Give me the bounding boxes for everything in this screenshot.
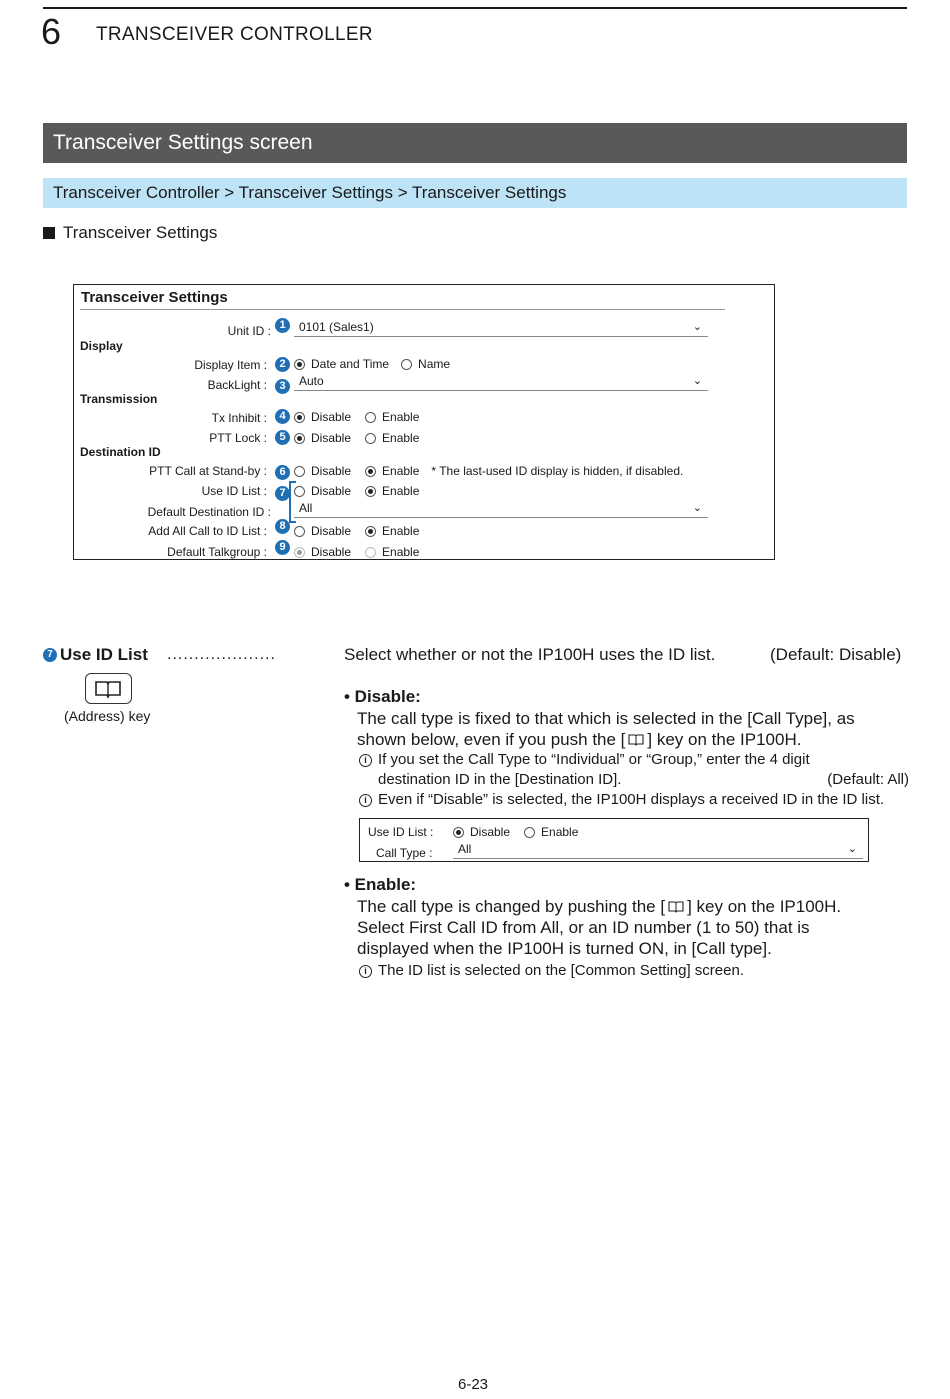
- mini-use-id-label: Use ID List :: [368, 825, 434, 839]
- radio-unselected-disabled[interactable]: [365, 547, 376, 558]
- ptt-lock-radios: [294, 431, 433, 445]
- radio-unselected[interactable]: [365, 412, 376, 423]
- option-enable[interactable]: Enable: [365, 545, 419, 559]
- address-key-label: (Address) key: [64, 708, 151, 724]
- unit-id-label: Unit ID :: [227, 324, 271, 338]
- enable-note: i The ID list is selected on the [Common Setting] screen.: [359, 961, 744, 981]
- disable-line-2: shown below, even if you push the [ ] key on the IP100H.: [357, 730, 802, 749]
- default-dest-select[interactable]: [294, 501, 708, 518]
- book-icon: [666, 900, 686, 914]
- option-disable[interactable]: Disable: [294, 524, 351, 538]
- disable-note-2: i Even if “Disable” is selected, the IP100H displays a received ID in the ID list.: [359, 790, 884, 810]
- enable-text: [357, 896, 841, 959]
- item-description: Select whether or not the IP100H uses the ID list.: [344, 645, 716, 664]
- item-default: (Default: Disable): [770, 645, 902, 664]
- address-key: [85, 673, 132, 704]
- enable-line-3: displayed when the IP100H is turned ON, in [Call type].: [357, 939, 772, 958]
- call-type-value: All: [458, 842, 472, 856]
- mini-radios: [453, 825, 592, 839]
- radio-unselected[interactable]: [294, 486, 305, 497]
- callout-4: 4: [275, 409, 290, 424]
- option-enable[interactable]: Enable: [365, 484, 419, 498]
- ptt-call-radios: [294, 464, 683, 478]
- radio-selected-disabled[interactable]: [294, 547, 305, 558]
- disable-text: [357, 708, 855, 750]
- callout-5: 5: [275, 430, 290, 445]
- info-icon: i: [359, 965, 372, 978]
- callout-7-inline: 7: [43, 648, 57, 662]
- callout-9: 9: [275, 540, 290, 555]
- call-type-screenshot: [359, 818, 869, 862]
- page-number: 6-23: [458, 1376, 489, 1393]
- chevron-down-icon: ⌄: [847, 843, 857, 855]
- unit-id-select[interactable]: [294, 320, 708, 337]
- option-date-time[interactable]: Date and Time: [294, 357, 389, 371]
- option-disable[interactable]: Disable: [453, 825, 510, 839]
- note-default: (Default: All): [827, 771, 909, 788]
- callout-6: 6: [275, 465, 290, 480]
- disable-heading: • Disable:: [344, 687, 421, 706]
- enable-line-2: Select First Call ID from All, or an ID number (1 to 50) that is: [357, 918, 810, 937]
- settings-screenshot: [73, 284, 775, 560]
- enable-line-1: The call type is changed by pushing the [ ] key on the IP100H.: [357, 897, 842, 916]
- backlight-label: BackLight :: [207, 378, 267, 392]
- subheading-text: Transceiver Settings: [63, 223, 218, 242]
- title-divider: [80, 309, 725, 310]
- info-icon: i: [359, 794, 372, 807]
- tx-inhibit-label: Tx Inhibit :: [211, 411, 267, 425]
- add-all-call-radios: [294, 524, 433, 538]
- group-destination: Destination ID: [80, 445, 161, 459]
- callout-2: 2: [275, 357, 290, 372]
- leader-dots: ....................: [167, 646, 276, 663]
- display-item-label: Display Item :: [194, 358, 267, 372]
- disable-note-1: i If you set the Call Type to “Individual” or “Group,” enter the 4 digit destination ID in the [Destination ID]. (Default: All): [359, 750, 909, 790]
- breadcrumb-text: Transceiver Controller > Transceiver Settings > Transceiver Settings: [53, 183, 567, 202]
- item-heading: [43, 645, 148, 665]
- chevron-down-icon: ⌄: [692, 375, 702, 387]
- option-enable[interactable]: Enable: [365, 464, 419, 478]
- option-name[interactable]: Name: [401, 357, 450, 371]
- section-title-bar: [43, 123, 907, 163]
- callout-1: 1: [275, 318, 290, 333]
- option-enable[interactable]: Enable: [365, 524, 419, 538]
- book-icon: [86, 674, 131, 703]
- default-talkgroup-radios: [294, 545, 433, 559]
- radio-selected[interactable]: [365, 486, 376, 497]
- mini-call-type-label: Call Type :: [376, 846, 433, 860]
- option-enable[interactable]: Enable: [365, 431, 419, 445]
- tx-inhibit-radios: [294, 410, 433, 424]
- radio-selected[interactable]: [453, 827, 464, 838]
- square-bullet-icon: [43, 227, 55, 239]
- group-display: Display: [80, 339, 123, 353]
- chapter-number: 6: [41, 11, 62, 52]
- use-id-list-radios: [294, 484, 433, 498]
- unit-id-value: 0101 (Sales1): [299, 320, 374, 334]
- option-enable[interactable]: Enable: [365, 410, 419, 424]
- disable-line-1: The call type is fixed to that which is selected in the [Call Type], as: [357, 709, 855, 728]
- enable-heading: • Enable:: [344, 875, 417, 894]
- option-disable[interactable]: Disable: [294, 431, 351, 445]
- option-disable[interactable]: Disable: [294, 464, 351, 478]
- radio-unselected[interactable]: [365, 433, 376, 444]
- callout-8: 8: [275, 519, 290, 534]
- item-title: Use ID List: [60, 645, 148, 664]
- book-icon: [626, 733, 646, 747]
- radio-selected[interactable]: [294, 412, 305, 423]
- option-disable[interactable]: Disable: [294, 484, 351, 498]
- radio-unselected[interactable]: [401, 359, 412, 370]
- chevron-down-icon: ⌄: [692, 321, 702, 333]
- default-dest-label: Default Destination ID :: [147, 505, 271, 519]
- chevron-down-icon: ⌄: [692, 502, 702, 514]
- radio-unselected[interactable]: [294, 466, 305, 477]
- breadcrumb: [43, 178, 907, 208]
- backlight-select[interactable]: [294, 374, 708, 391]
- group-transmission: Transmission: [80, 392, 158, 406]
- default-dest-value: All: [299, 501, 313, 515]
- chapter-title: TRANSCEIVER CONTROLLER: [96, 24, 373, 45]
- radio-selected[interactable]: [365, 466, 376, 477]
- option-disable[interactable]: Disable: [294, 410, 351, 424]
- screenshot-title: Transceiver Settings: [81, 289, 228, 306]
- section-title: Transceiver Settings screen: [53, 131, 313, 154]
- radio-unselected[interactable]: [524, 827, 535, 838]
- ptt-call-label: PTT Call at Stand-by :: [149, 464, 267, 478]
- backlight-value: Auto: [299, 374, 324, 388]
- top-rule: [43, 7, 907, 9]
- use-id-list-label: Use ID List :: [201, 484, 267, 498]
- callout-7: 7: [275, 486, 290, 501]
- option-disable[interactable]: Disable: [294, 545, 351, 559]
- radio-selected[interactable]: [365, 526, 376, 537]
- ptt-lock-label: PTT Lock :: [209, 431, 267, 445]
- subheading: [43, 223, 217, 243]
- display-item-radios: [294, 357, 464, 371]
- ptt-call-note: * The last-used ID display is hidden, if disabled.: [431, 464, 684, 478]
- radio-selected[interactable]: [294, 359, 305, 370]
- option-enable[interactable]: Enable: [524, 825, 578, 839]
- add-all-call-label: Add All Call to ID List :: [148, 524, 267, 538]
- radio-selected[interactable]: [294, 433, 305, 444]
- call-type-select[interactable]: [453, 842, 863, 859]
- radio-unselected[interactable]: [294, 526, 305, 537]
- callout-3: 3: [275, 379, 290, 394]
- info-icon: i: [359, 754, 372, 767]
- default-talkgroup-label: Default Talkgroup :: [167, 545, 267, 559]
